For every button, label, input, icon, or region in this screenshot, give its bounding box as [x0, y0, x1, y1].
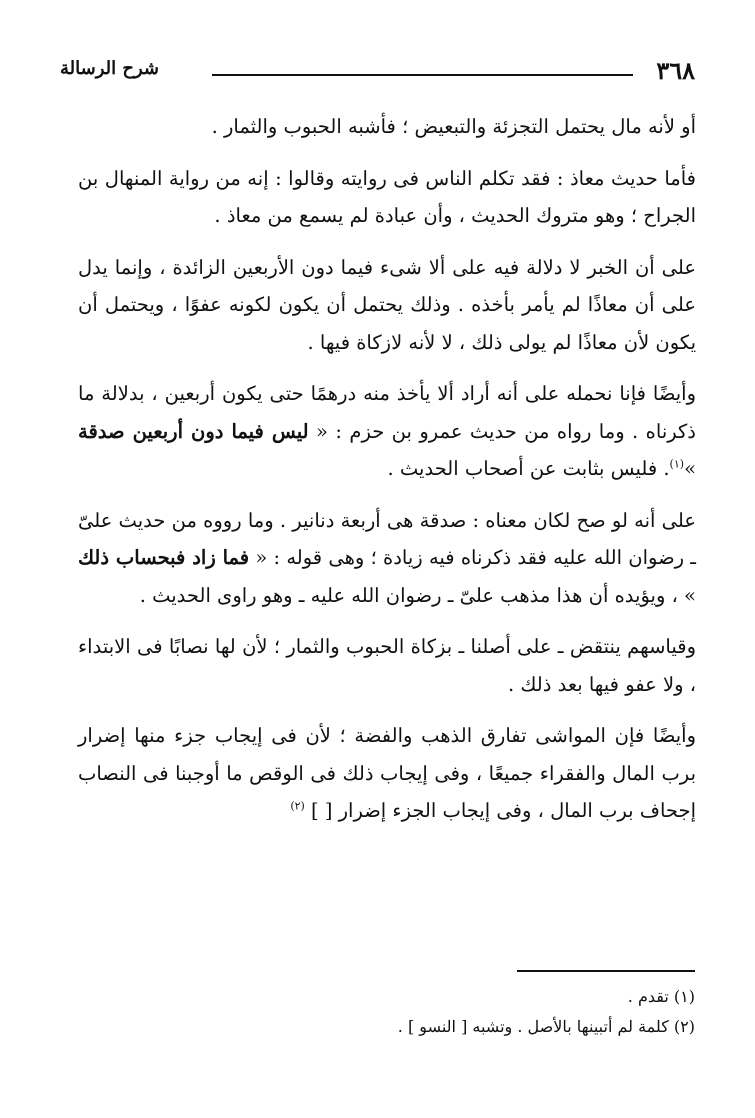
paragraph-text: وقياسهم ينتقض ـ على أصلنا ـ بزكاة الحبوب والثمار ؛ لأن لها نصابًا فى الابتداء ، ولا عفو فيها بعد ذلك .: [78, 635, 696, 696]
paragraph-text: وأيضًا فإن المواشى تفارق الذهب والفضة ؛ لأن فى إيجاب جزء منها إضرار برب المال والفقراء جميعًا ، وفى إيجاب ذلك فى الوقص ما أوجبنا فى النصاب إجحاف برب المال ، وفى إيجاب الجزء إضرار [ ]: [78, 724, 696, 822]
quoted-hadith-text: فما زاد فبحساب ذلك: [78, 546, 250, 569]
running-title: شرح الرسالة: [60, 58, 160, 79]
paragraph-text: » ، ويؤيده أن هذا مذهب علىّ ـ رضوان الله عليه ـ وهو راوى الحديث .: [139, 583, 696, 607]
quoted-hadith-text: ليس فيما دون أربعين صدقة: [78, 419, 309, 443]
paragraph-text: . فليس بثابت عن أصحاب الحديث .: [387, 457, 670, 480]
paragraph-text: »: [684, 457, 696, 480]
footnotes: [55, 982, 695, 1042]
paragraph: [78, 160, 696, 235]
paragraph: [78, 717, 696, 830]
header-rule: [212, 74, 633, 76]
page-header: [60, 52, 695, 92]
paragraph-text: على أنه لو صح لكان معناه : صدقة هى أربعة دنانير . وما رووه من حديث علىّ ـ رضوان الله عليه فقد ذكرناه فيه زيادة ؛ وهى قوله : «: [78, 508, 696, 569]
footnote: (١) تقدم .: [627, 987, 695, 1006]
footnote-reference: (٢): [290, 799, 305, 813]
paragraph: [78, 375, 696, 488]
paragraph: [78, 249, 696, 362]
paragraph: [78, 628, 696, 703]
paragraph: [78, 108, 696, 146]
page-number: ٣٦٨: [656, 56, 695, 85]
paragraph-text: وأيضًا فإنا نحمله على أنه أراد ألا يأخذ منه درهمًا حتى يكون أربعين ، بدلالة ما ذكرناه . وما رواه من حديث عمرو بن حزم : «: [78, 382, 696, 443]
paragraph: [78, 502, 696, 615]
body-text: [78, 108, 696, 844]
footnote-separator: [517, 970, 695, 972]
paragraph-text: فأما حديث معاذ : فقد تكلم الناس فى روايته وقالوا : إنه من رواية المنهال بن الجراح ؛ وهو متروك الحديث ، وأن عبادة لم يسمع من معاذ .: [78, 166, 696, 227]
paragraph-text: أو لأنه مال يحتمل التجزئة والتبعيض ؛ فأشبه الحبوب والثمار .: [211, 115, 696, 138]
footnote-reference: (١): [669, 457, 685, 471]
footnote: (٢) كلمة لم أتبينها بالأصل . وتشبه [ النسو ] .: [397, 1017, 695, 1036]
paragraph-text: على أن الخبر لا دلالة فيه على ألا شىء فيما دون الأربعين الزائدة ، وإنما يدل على أن معاذًا لم يأمر بأخذه . وذلك يحتمل أن يكون لكونه عفوًا ، ويحتمل أن يكون لأن معاذًا لم يولى ذلك ، لا لأنه لازكاة فيها .: [78, 255, 696, 354]
